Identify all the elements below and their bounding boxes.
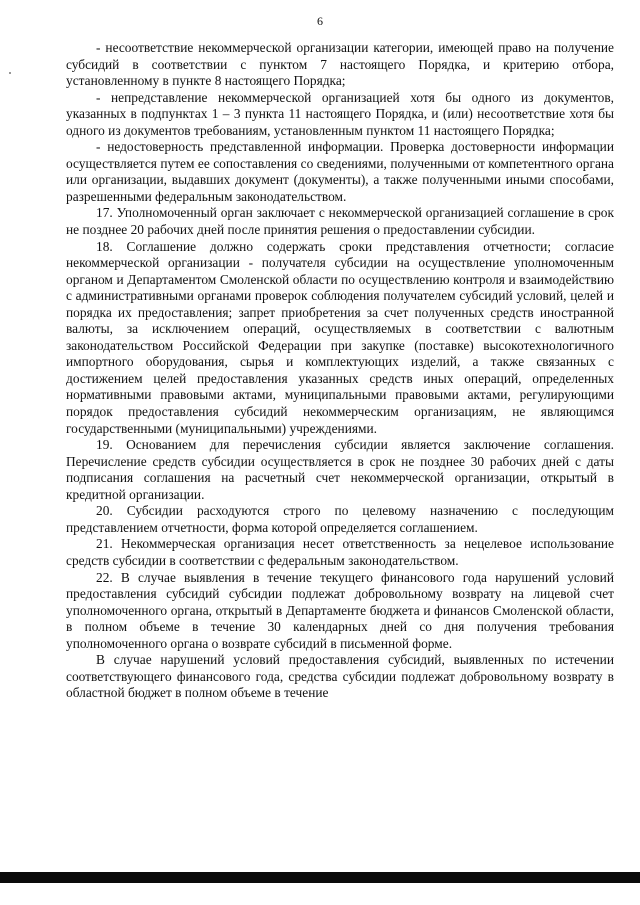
paragraph-22: 22. В случае выявления в течение текущего финансового года нарушений условий предоставления субсидий субсидии подлежат добровольному возврату на лицевой счет уполномоченного органа, открытый в Департаменте бюджета и финансов Смоленской области, в полном объеме в течение 30 календарных дней со дня получения требования уполномоченного органа о возврате субсидий в письменной форме.: [66, 569, 614, 651]
document-body: [66, 40, 614, 702]
paragraph-18: 18. Соглашение должно содержать сроки представления отчетности; согласие некоммерческой организации - получателя субсидии на осуществление уполномоченным органом и Департаментом Смоленской области по осуществлению контроля и взаимодействию с административными органами проверок соблюдения получателем субсидий условий, целей и порядка их предоставления; запрет приобретения за счет полученных средств иностранной валюты, за исключением операций, осуществляемых в соответствии с валютным законодательством Российской Федерации при закупке (поставке) высокотехнологичного импортного оборудования, сырья и комплектующих изделий, а также связанных с достижением целей предоставления указанных средств иных операций, определенных нормативными правовыми актами, муниципальными правовыми актами, регулирующими порядок предоставления субсидий некоммерческим организациям, не являющимся государственными (муниципальными) учреждениями.: [66, 238, 614, 436]
scan-edge-bar: [0, 872, 640, 883]
scan-speck: [9, 72, 11, 74]
paragraph-criteria-mismatch: - несоответствие некоммерческой организации категории, имеющей право на получение субсидий в соответствии с пунктом 7 настоящего Порядка, и критерию отбора, установленному в пункте 8 настоящего Порядка;: [66, 40, 614, 89]
paragraph-unreliable-information: - недостоверность представленной информации. Проверка достоверности информации осуществляется путем ее сопоставления со сведениями, полученными от компетентного органа или организации, выдавших документ (документы), а также полученными иными способами, разрешенными федеральным законодательством.: [66, 139, 614, 204]
paragraph-21: 21. Некоммерческая организация несет ответственность за нецелевое использование средств субсидии в соответствии с федеральным законодательством.: [66, 536, 614, 568]
paragraph-missing-documents: - непредставление некоммерческой организацией хотя бы одного из документов, указанных в подпунктах 1 – 3 пункта 11 настоящего Порядка, и (или) несоответствие хотя бы одного из документов требованиям, установленным пунктом 11 настоящего Порядка;: [66, 89, 614, 138]
paragraph-17: 17. Уполномоченный орган заключает с некоммерческой организацией соглашение в срок не позднее 20 рабочих дней после принятия решения о предоставлении субсидии.: [66, 205, 614, 238]
paragraph-20: 20. Субсидии расходуются строго по целевому назначению с последующим представлением отчетности, форма которой определяется соглашением.: [66, 503, 614, 535]
page-number: 6: [317, 14, 323, 28]
paragraph-19: 19. Основанием для перечисления субсидии является заключение соглашения. Перечисление средств субсидии осуществляется в срок не позднее 30 рабочих дней с даты подписания соглашения на расчетный счет некоммерческой организации, открытый в кредитной организации.: [66, 437, 614, 502]
paragraph-violations-after-year: В случае нарушений условий предоставления субсидий, выявленных по истечении соответствующего финансового года, средства субсидии подлежат добровольному возврату в областной бюджет в полном объеме в течение: [66, 652, 614, 701]
